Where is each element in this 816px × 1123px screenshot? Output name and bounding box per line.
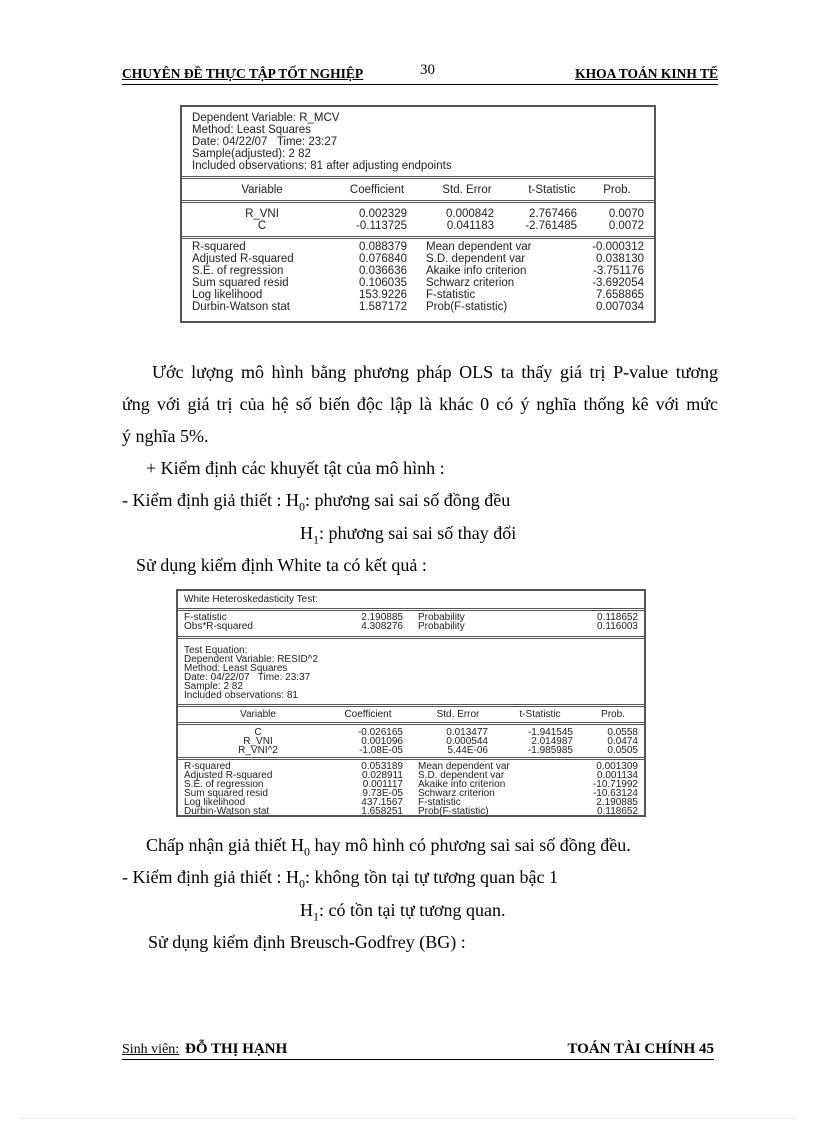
stat-value: 9.73E-05 [362,788,403,799]
col-header: Prob. [603,184,631,196]
table-divider [178,704,644,707]
cell-prob: 0.0558 [607,727,638,738]
table-title: White Heteroskedasticity Test: [184,594,318,605]
footer-label: Sinh viên: [122,1042,180,1057]
stat-value: 4.308276 [361,621,403,632]
cell-coefficient: 0.002329 [359,208,407,220]
subscript: 0 [303,844,310,859]
stat-value: 0.001309 [596,761,638,772]
meta-line: Date: 04/22/07 Time: 23:27 [192,136,338,148]
paragraph: + Kiểm định các khuyết tật của mô hình : [146,458,445,478]
stat-label: R-squared [192,241,246,253]
stat-label: Obs*R-squared [184,621,253,632]
cell-t-stat: -2.761485 [525,220,577,232]
table-divider [182,176,654,179]
stat-value: 0.088379 [359,241,407,253]
stat-label: Akaike info criterion [418,779,506,790]
stat-label: Log likelihood [192,289,263,301]
stat-label: R-squared [184,761,231,772]
stat-value: 0.053189 [361,761,403,772]
stat-value: 2.190885 [361,612,403,623]
cell-coefficient: -0.113725 [356,220,407,232]
stat-value: 0.007034 [596,301,644,313]
cell-coefficient: 0.001096 [361,736,403,747]
cell-std-error: 5.44E-06 [447,745,488,756]
white-test-output-table [176,589,646,817]
stat-label: S.E. of regression [184,779,264,790]
subscript: 0 [298,876,305,891]
stat-value: 0.118652 [597,612,638,623]
paragraph: Ước lượng mô hình bằng phương pháp OLS ta thấy giá trị P-value tương [152,362,718,382]
stat-value: 0.001134 [597,770,638,781]
text-fragment: - Kiểm định giả thiết : H [122,490,299,510]
stat-label: Akaike info criterion [426,265,527,277]
subscript: 0 [298,499,305,514]
meta-line: Dependent Variable: R_MCV [192,112,340,124]
cell-t-stat: 2.767466 [529,208,577,220]
stat-value: -3.692054 [592,277,644,289]
col-header: Std. Error [442,184,492,196]
text-fragment: : phương sai sai số thay đổi [319,523,517,543]
text-fragment: H [300,523,313,543]
subscript: 1 [313,532,319,547]
meta-line: Test Equation: [184,645,248,656]
table-divider [182,200,654,203]
meta-line: Date: 04/22/07 Time: 23:37 [184,672,311,683]
stat-value: 0.038130 [596,253,644,265]
stat-value: 0.106035 [359,277,407,289]
stat-label: S.D. dependent var [426,253,526,265]
text-fragment: - Kiểm định giả thiết : H [122,867,299,887]
page-bottom-border [20,1118,796,1119]
page-footer [122,1041,714,1060]
cell-variable: R_VNI [243,736,273,747]
stat-value: 0.028911 [362,770,403,781]
table-divider [178,722,644,725]
stat-label: Log likelihood [184,797,246,808]
meta-line: Included observations: 81 [184,690,298,701]
stat-label: Probability [418,621,465,632]
cell-std-error: 0.041183 [446,220,494,232]
cell-prob: 0.0072 [608,220,644,232]
stat-value: 1.658251 [361,806,403,817]
text-fragment: : có tồn tại tự tương quan. [319,900,506,920]
stat-value: 0.116003 [597,621,638,632]
stat-label: Sum squared resid [184,788,268,799]
stat-value: -3.751176 [593,265,644,277]
header-left-title: CHUYÊN ĐỀ THỰC TẬP TỐT NGHIỆP [122,66,364,81]
meta-line: Sample: 2 82 [184,681,243,692]
meta-line: Method: Least Squares [192,124,311,136]
cell-t-stat: 2.014987 [531,736,573,747]
stat-value: 1.587172 [359,301,407,313]
stat-label: Adjusted R-squared [192,253,294,265]
cell-prob: 0.0505 [607,745,638,756]
meta-line: Included observations: 81 after adjusting endpoints [192,160,452,172]
text-fragment: hay mô hình có phương sai sai số đồng đều. [309,835,631,855]
table-divider [182,236,654,239]
footer-right: TOÁN TÀI CHÍNH 45 [567,1041,714,1057]
stat-value: -10.63124 [592,788,638,799]
col-header: t-Statistic [528,184,576,196]
col-header: Variable [241,184,283,196]
cell-prob: 0.0474 [607,736,638,747]
stat-value: 437.1567 [361,797,403,808]
student-name: ĐỖ THỊ HẠNH [185,1041,288,1057]
stat-label: Adjusted R-squared [184,770,273,781]
stat-label: F-statistic [418,797,461,808]
cell-variable: R_VNI [245,208,279,220]
stat-label: Durbin-Watson stat [192,301,290,313]
stat-label: F-statistic [426,289,476,301]
stat-value: -0.000312 [592,241,644,253]
cell-variable: R_VNI^2 [238,745,278,756]
cell-prob: 0.0070 [608,208,644,220]
page-header [122,62,718,85]
cell-std-error: 0.000842 [446,208,494,220]
stat-label: S.D. dependent var [418,770,505,781]
subscript: 1 [313,909,319,924]
stat-label: Schwarz criterion [426,277,515,289]
text-fragment: H [300,900,313,920]
stat-label: Prob(F-statistic) [426,301,508,313]
stat-label: Durbin-Watson stat [184,806,270,817]
cell-variable: C [254,727,262,738]
cell-t-stat: -1.941545 [527,727,573,738]
text-fragment: : không tồn tại tự tương quan bậc 1 [304,867,558,887]
stat-value: 0.036636 [359,265,407,277]
stat-label: Probability [418,612,465,623]
stat-label: S.E. of regression [192,265,284,277]
stat-value: 7.658865 [596,289,644,301]
cell-coefficient: -0.026165 [357,727,403,738]
col-header: Variable [240,709,276,720]
cell-std-error: 0.000544 [446,736,488,747]
page-number: 30 [420,62,435,78]
text-fragment: Chấp nhận giả thiết H [146,835,304,855]
cell-variable: C [257,220,267,232]
stat-value: 153.9226 [359,289,407,301]
cell-coefficient: -1.08E-05 [359,745,403,756]
col-header: Prob. [601,709,625,720]
table-divider [178,757,644,760]
meta-line: Dependent Variable: RESID^2 [184,654,319,665]
meta-line: Method: Least Squares [184,663,288,674]
col-header: Std. Error [436,709,480,720]
cell-t-stat: -1.985985 [527,745,573,756]
table-divider [178,608,644,611]
col-header: t-Statistic [519,709,561,720]
col-header: Coefficient [344,709,392,720]
stat-label: Mean dependent var [418,761,510,772]
header-right-title: KHOA TOÁN KINH TẾ [575,66,718,81]
stat-label: Schwarz criterion [418,788,495,799]
stat-label: Prob(F-statistic) [418,806,489,817]
stat-value: 2.190885 [596,797,638,808]
paragraph: ứng với giá trị của hệ số biến độc lập là khác 0 có ý nghĩa thống kê với mức [122,394,718,414]
meta-line: Sample(adjusted): 2 82 [192,148,311,160]
paragraph: Sử dụng kiểm định White ta có kết quả : [136,555,427,575]
paragraph: ý nghĩa 5%. [122,426,209,446]
col-header: Coefficient [349,184,405,196]
stat-value: 0.001117 [362,779,403,790]
cell-std-error: 0.013477 [446,727,488,738]
text-fragment: : phương sai sai số đồng đều [304,490,511,510]
regression-output-table [180,105,656,323]
stat-value: -10.71992 [592,779,638,790]
stat-label: Sum squared resid [192,277,289,289]
stat-label: Mean dependent var [426,241,532,253]
stat-value: 0.118652 [597,806,638,817]
stat-value: 0.076840 [359,253,407,265]
table-divider [178,636,644,639]
paragraph: Sử dụng kiểm định Breusch-Godfrey (BG) : [148,932,466,952]
stat-label: F-statistic [184,612,227,623]
